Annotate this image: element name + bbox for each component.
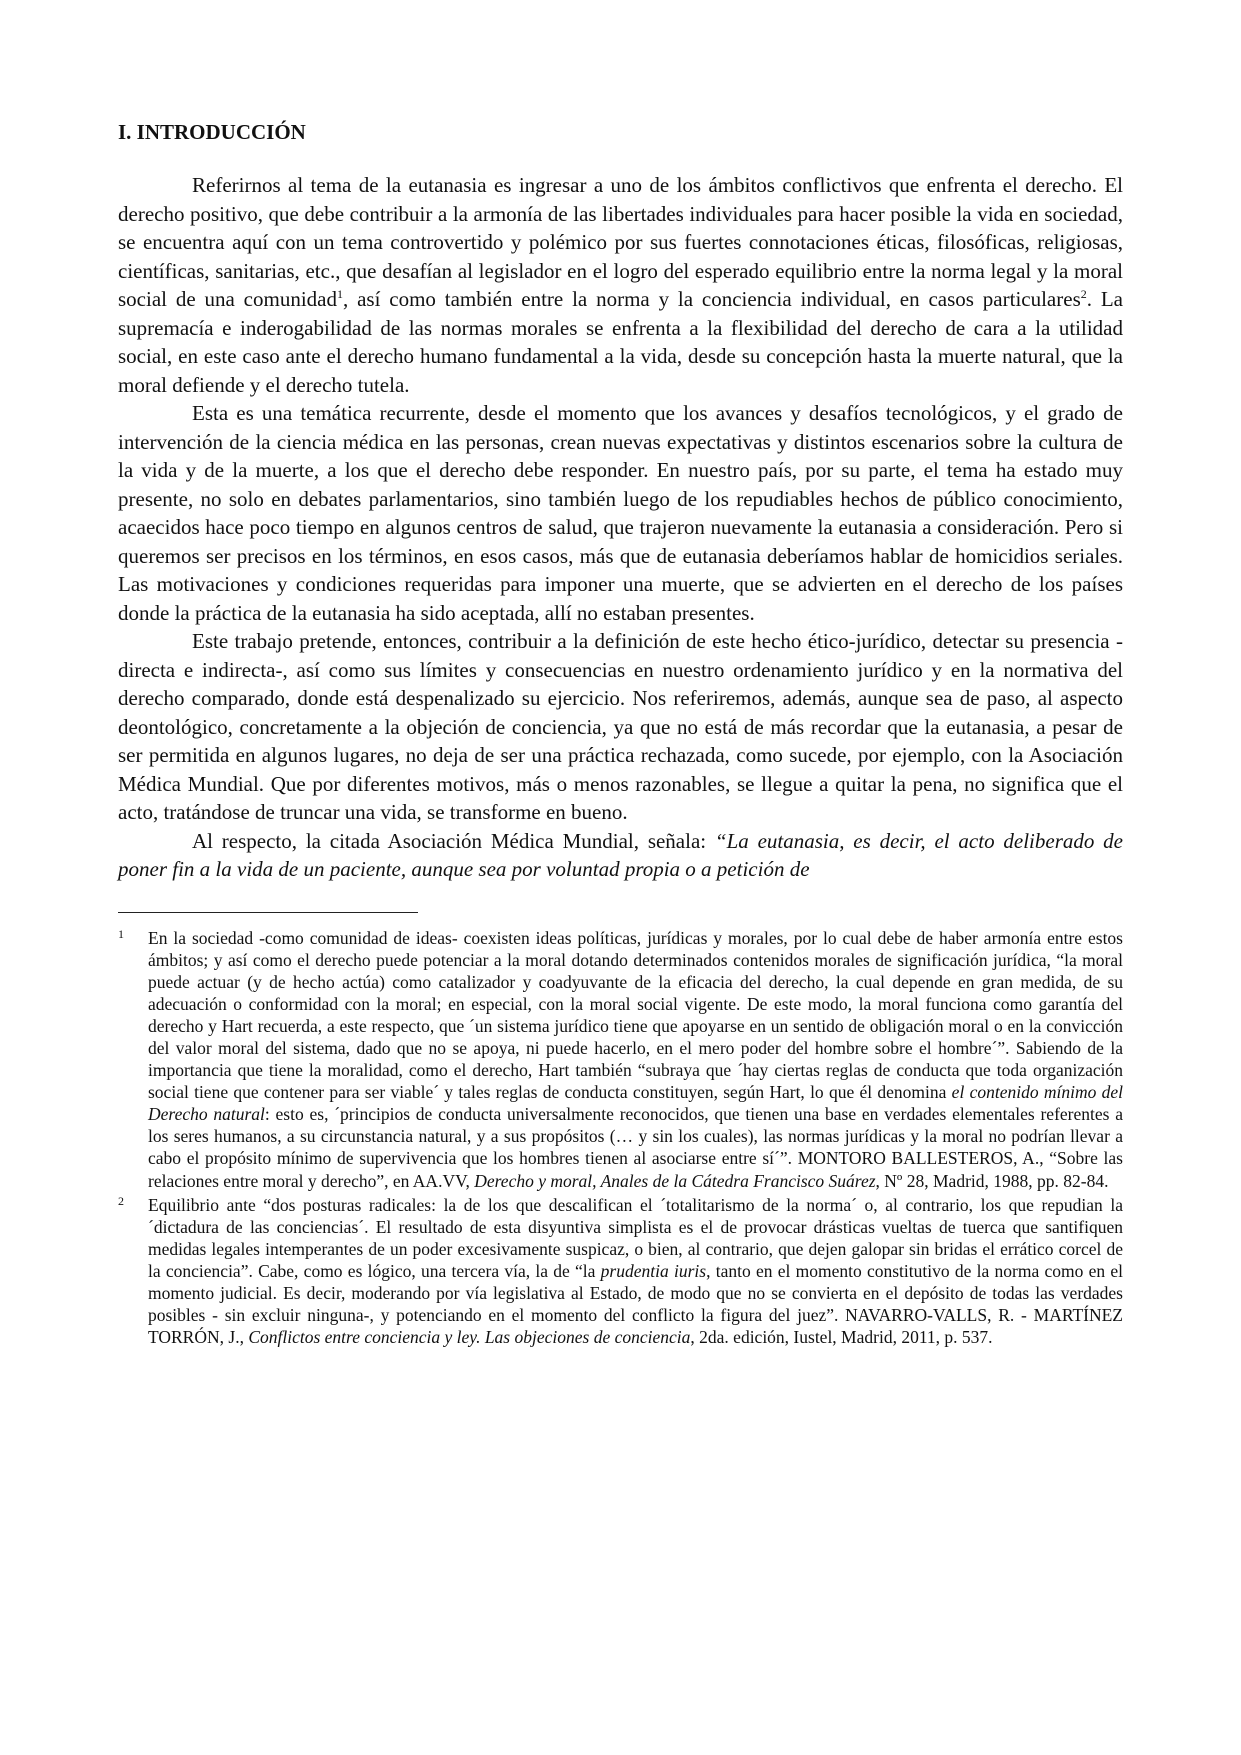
paragraph-2: Esta es una temática recurrente, desde el momento que los avances y desafíos tecnológicos, y el grado de intervención de la ciencia médica en las personas, crean nuevas expectativas y distintos escenarios sobre la cultura de la vida y de la muerte, a los que el derecho debe responder. En nuestro país, por su parte, el tema ha estado muy presente, no solo en debates parlamentarios, sino también luego de los repudiables hechos de público conocimiento, acaecidos hace poco tiempo en algunos centros de salud, que trajeron nuevamente la eutanasia a consideración. Pero si queremos ser precisos en los términos, en esos casos, más que de eutanasia deberíamos hablar de homicidios seriales. Las motivaciones y condiciones requeridas para imponer una muerte, que se advierten en el derecho de los países donde la práctica de la eutanasia ha sido aceptada, allí no estaban presentes. — [118, 401, 1123, 625]
paragraph-1-text-b: , así como también entre la norma y la conciencia individual, en casos particulares — [342, 287, 1081, 311]
footnote-2-text-c: , 2da. edición, Iustel, Madrid, 2011, p. 537. — [690, 1327, 993, 1348]
footnote-1-italic-b: Derecho y moral, Anales de la Cátedra Francisco Suárez — [474, 1170, 876, 1191]
section-heading: I. INTRODUCCIÓN — [118, 120, 306, 144]
footnote-1-text-a: En la sociedad -como comunidad de ideas- coexisten ideas políticas, jurídicas y morales, por lo cual debe de haber armonía entre estos ámbitos; y así como el derecho puede potenciar a la moral dotando determinados contenidos morales de significación jurídica, “la moral puede actuar (y de hecho actúa) como catalizador y coadyuvante de la eficacia del derecho, la cual depende en gran medida, de su adecuación o conformidad con la moral; en especial, con la moral social vigente. De este modo, la moral funciona como garantía del derecho y Hart recuerda, a este respecto, que ´un sistema jurídico tiene que apoyarse en un sentido de obligación moral o en la convicción del valor moral del sistema, dado que no se apoya, ni puede hacerlo, en el mero poder del hombre sobre el hombre´”. Sabiendo de la importancia que tiene la moralidad, como el derecho, Hart también “subraya que ´hay ciertas reglas de conducta que toda organización social tiene que contener para ser viable´ y tales reglas de conducta constituyen, según Hart, lo que él denomina — [148, 927, 1123, 1103]
footnote-2-text-b: , tanto en el momento constitutivo de la norma como en el momento judicial. Es decir, moderando por vía legislativa al Estado, de modo que no se convierta en el depósito de todas las verdades posibles - sin excluir ninguna-, y potenciando en el momento del conflicto la figura del juez”. NAVARRO-VALLS, R. - MARTÍNEZ TORRÓN, J., — [148, 1260, 1123, 1348]
footnote-ref-1[interactable]: 1 — [336, 287, 343, 301]
footnote-2 — [118, 1194, 1123, 1349]
document-page — [118, 118, 1123, 1350]
footnote-2-text-a: Equilibrio ante “dos posturas radicales: la de los que descalifican el ´totalitarismo de la norma´ o, al contrario, los que repudian la ´dictadura de las conciencias´. El resultado de esta disyuntiva simplista es el de provocar drásticas vueltas de tuerca que santifiquen medidas legales intemperantes de un poder excesivamente suspicaz, o bien, al contrario, que dejen galopar sin bridas el errático corcel de la conciencia”. Cabe, como es lógico, una tercera vía, la de “la — [148, 1194, 1123, 1281]
paragraph-1-text-c: . La supremacía e inderogabilidad de las normas morales se enfrenta a la flexibilidad del derecho de cara a la utilidad social, en este caso ante el derecho humano fundamental a la vida, desde su concepción hasta la muerte natural, que la moral defiende y el derecho tutela. — [118, 287, 1123, 397]
paragraph-4-quote: “La eutanasia, es decir, el acto deliberado de poner fin a la vida de un paciente, aunque sea por voluntad propia o a petición de — [118, 828, 1123, 881]
paragraph-1 — [118, 171, 1123, 399]
footnote-2-number: 2 — [118, 1193, 124, 1208]
paragraph-4 — [118, 827, 1123, 884]
footnote-1 — [118, 927, 1123, 1192]
footnote-1-text-b: : esto es, ´principios de conducta universalmente reconocidos, que tienen una base en verdades elementales referentes a los seres humanos, a su circunstancia natural, y a sus propósitos (… y sin los cuales), las normas jurídicas y la moral no podrían llevar a cabo el propósito mínimo de supervivencia que los hombres tienen al asociarse entre sí´”. MONTORO BALLESTEROS, A., “Sobre las relaciones entre moral y derecho”, en AA.VV, — [148, 1104, 1123, 1191]
footnote-1-number: 1 — [118, 926, 124, 941]
paragraph-1-text-a: Referirnos al tema de la eutanasia es ingresar a uno de los ámbitos conflictivos que enfrenta el derecho. El derecho positivo, que debe contribuir a la armonía de las libertades individuales para hacer posible la vida en sociedad, se encuentra aquí con un tema controvertido y polémico por sus fuertes connotaciones éticas, filosóficas, religiosas, científicas, sanitarias, etc., que desafían al legislador en el logro del esperado equilibrio entre la norma legal y la moral social de una comunidad — [118, 173, 1123, 311]
footnote-2-italic-a: prudentia iuris — [600, 1260, 707, 1281]
footnote-2-italic-b: Conflictos entre conciencia y ley. Las objeciones de conciencia — [248, 1327, 691, 1348]
paragraph-3: Este trabajo pretende, entonces, contribuir a la definición de este hecho ético-jurídico, detectar su presencia -directa e indirecta-, así como sus límites y consecuencias en nuestro ordenamiento jurídico y en la normativa del derecho comparado, donde está despenalizado su ejercicio. Nos referiremos, además, aunque sea de paso, al aspecto deontológico, concretamente a la objeción de conciencia, ya que no está de más recordar que la eutanasia, a pesar de ser permitida en algunos lugares, no deja de ser una práctica rechazada, como sucede, por ejemplo, con la Asociación Médica Mundial. Que por diferentes motivos, más o menos razonables, se llegue a quitar la pena, no significa que el acto, tratándose de truncar una vida, se transforme en bueno. — [118, 629, 1123, 824]
paragraph-4-text: Al respecto, la citada Asociación Médica Mundial, señala: — [192, 828, 715, 853]
body-text — [118, 171, 1123, 884]
footnote-ref-2[interactable]: 2 — [1080, 287, 1087, 301]
footnote-1-italic-a: el contenido mínimo del Derecho natural — [148, 1082, 1123, 1125]
footnote-separator — [118, 912, 418, 913]
footnote-1-text-c: , Nº 28, Madrid, 1988, pp. 82-84. — [875, 1170, 1109, 1191]
